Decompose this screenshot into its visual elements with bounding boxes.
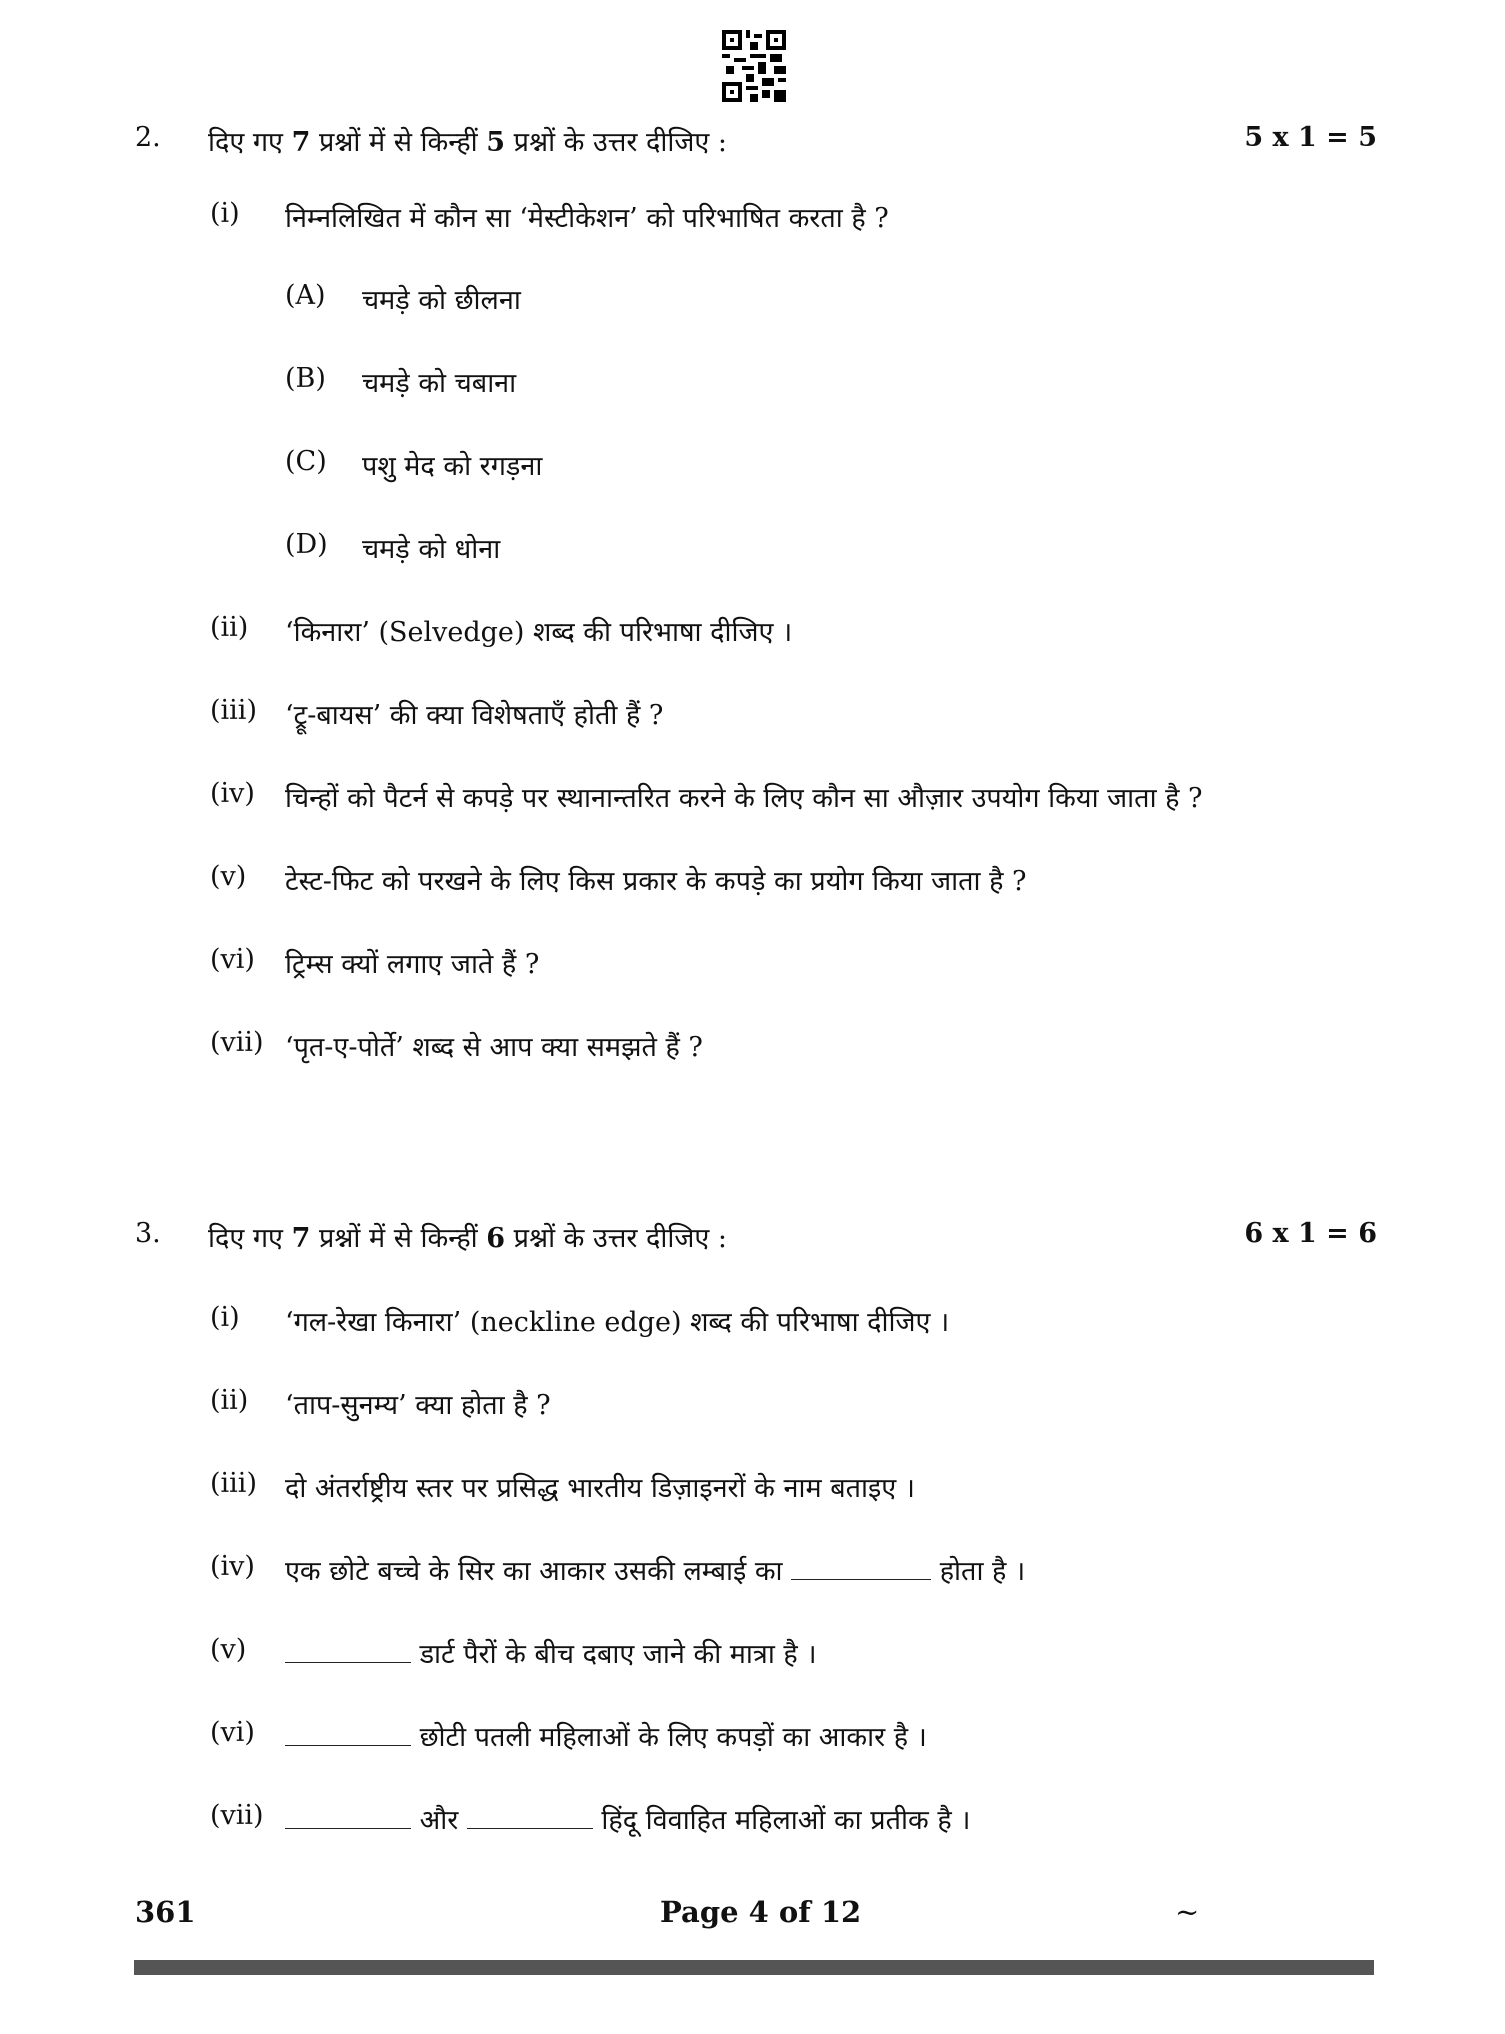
subquestion: (vii) और हिंदू विवाहित महिलाओं का प्रतीक है । <box>210 1800 971 1836</box>
subquestion: (iv) चिन्हों को पैटर्न से कपड़े पर स्थानान्तरित करने के लिए कौन सा औज़ार उपयोग किया जाता है ? <box>210 778 1203 814</box>
subquestion: (vi) ट्रिम्स क्यों लगाए जाते हैं ? <box>210 944 540 980</box>
footer-divider <box>134 1960 1374 1975</box>
fill-in-blank <box>285 1636 411 1663</box>
footer-mark: ~ <box>1175 1895 1200 1929</box>
subquestion: (iii) दो अंतर्राष्ट्रीय स्तर पर प्रसिद्ध भारतीय डिज़ाइनरों के नाम बताइए । <box>210 1468 916 1504</box>
question-2-header <box>0 122 1505 162</box>
option-a: (A) चमड़े को छीलना <box>285 280 521 316</box>
fill-in-blank <box>467 1802 593 1829</box>
question-number: 3. <box>135 1218 161 1249</box>
subquestion: (v) डार्ट पैरों के बीच दबाए जाने की मात्रा है । <box>210 1634 817 1670</box>
subquestion: (v) टेस्ट-फिट को परखने के लिए किस प्रकार के कपड़े का प्रयोग किया जाता है ? <box>210 861 1027 897</box>
subquestion: (vii) ‘पृत-ए-पोर्ते’ शब्द से आप क्या समझते हैं ? <box>210 1027 703 1063</box>
fill-in-blank <box>285 1802 411 1829</box>
subquestion: (i) निम्नलिखित में कौन सा ‘मेस्टीकेशन’ को परिभाषित करता है ? <box>210 198 889 234</box>
option-d: (D) चमड़े को धोना <box>285 529 501 565</box>
fill-in-blank <box>285 1719 411 1746</box>
fill-in-blank <box>791 1553 931 1580</box>
subquestion: (iv) एक छोटे बच्चे के सिर का आकार उसकी लम्बाई का होता है । <box>210 1551 1026 1587</box>
question-marks: 5 x 1 = 5 <box>1244 122 1377 153</box>
subquestion: (ii) ‘किनारा’ (Selvedge) शब्द की परिभाषा दीजिए । <box>210 612 793 648</box>
subquestion: (ii) ‘ताप-सुनम्य’ क्या होता है ? <box>210 1385 551 1421</box>
paper-code: 361 <box>135 1895 196 1929</box>
question-3-header <box>0 1218 1505 1258</box>
subquestion: (i) ‘गल-रेखा किनारा’ (neckline edge) शब्द की परिभाषा दीजिए । <box>210 1302 950 1338</box>
question-instruction: दिए गए 7 प्रश्नों में से किन्हीं 5 प्रश्नों के उत्तर दीजिए : <box>208 127 728 158</box>
question-number: 2. <box>135 122 161 153</box>
qr-code-icon <box>722 30 786 102</box>
question-marks: 6 x 1 = 6 <box>1244 1218 1377 1249</box>
subquestion: (iii) ‘ट्रू-बायस’ की क्या विशेषताएँ होती हैं ? <box>210 695 664 731</box>
question-instruction: दिए गए 7 प्रश्नों में से किन्हीं 6 प्रश्नों के उत्तर दीजिए : <box>208 1223 728 1254</box>
page-number: Page 4 of 12 <box>660 1895 862 1929</box>
subquestion: (vi) छोटी पतली महिलाओं के लिए कपड़ों का आकार है । <box>210 1717 927 1753</box>
option-b: (B) चमड़े को चबाना <box>285 363 517 399</box>
option-c: (C) पशु मेद को रगड़ना <box>285 446 543 482</box>
